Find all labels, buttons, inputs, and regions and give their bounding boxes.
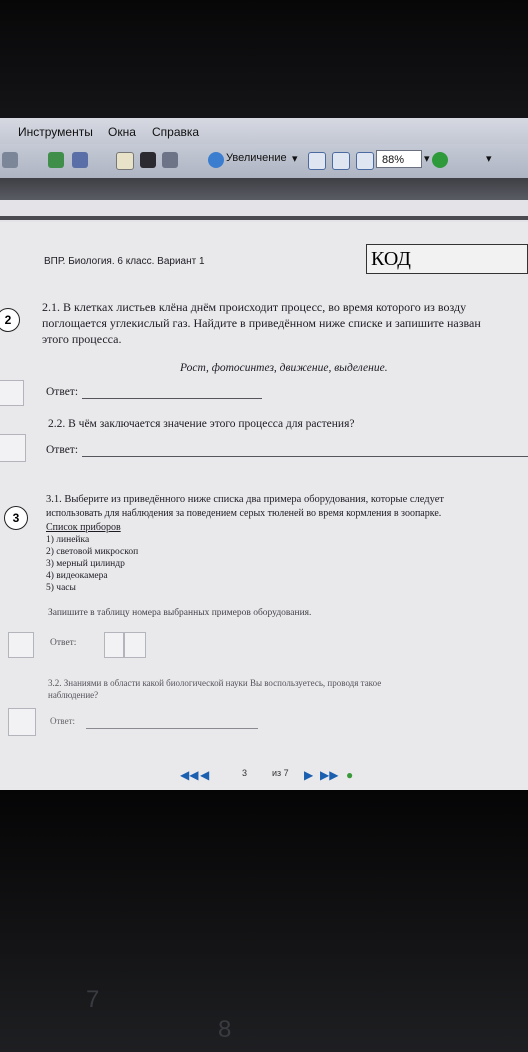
zoom-dropdown-icon[interactable]: ▾ — [424, 153, 430, 165]
task-number-badge: 2 — [0, 308, 20, 332]
list-item: 1) линейка — [46, 535, 90, 545]
question-text: поглощается углекислый газ. Найдите в приведённом ниже списке и запишите назван — [42, 316, 481, 330]
menu-tools[interactable]: Инструменты — [18, 125, 93, 139]
score-box — [0, 434, 26, 462]
question-text: 2.2. В чём заключается значение этого процесса для растения? — [48, 418, 355, 430]
answer-cell[interactable] — [124, 632, 146, 658]
list-item: 2) световой микроскоп — [46, 547, 139, 557]
list-item: 3) мерный цилиндр — [46, 559, 125, 569]
list-item: 5) часы — [46, 583, 76, 593]
key-7-glyph: 7 — [86, 986, 100, 1013]
page-number[interactable]: 3 — [242, 768, 248, 778]
toolbar — [0, 144, 528, 179]
photo-dark-border-top — [0, 0, 528, 122]
list-title: Список приборов — [46, 522, 121, 533]
hand-tool-icon[interactable] — [116, 152, 134, 170]
answer-line[interactable] — [82, 456, 528, 457]
answer-label: Ответ: — [46, 386, 79, 398]
zoom-in-icon[interactable] — [208, 152, 224, 168]
fit-page-icon[interactable] — [332, 152, 350, 170]
answer-cell[interactable] — [104, 632, 124, 658]
question-text: этого процесса. — [42, 332, 122, 346]
first-page-icon[interactable]: ◀◀ — [180, 768, 199, 782]
task-number-badge: 3 — [4, 506, 28, 530]
camera-icon[interactable] — [140, 152, 156, 168]
instruction-text: Запишите в таблицу номера выбранных примеров оборудования. — [48, 608, 312, 618]
zoom-label[interactable]: Увеличение — [226, 152, 287, 164]
page-count: из 7 — [272, 768, 289, 778]
menu-help[interactable]: Справка — [152, 125, 200, 139]
zoom-out-icon[interactable] — [432, 152, 448, 168]
code-field: КОД — [366, 244, 528, 274]
score-box — [8, 632, 34, 658]
actual-size-icon[interactable] — [308, 152, 326, 170]
dropdown-arrow-icon[interactable] — [2, 152, 18, 168]
score-box — [0, 380, 24, 406]
refresh-icon[interactable]: ● — [346, 768, 354, 782]
divider — [0, 216, 528, 220]
page-title: ВПР. Биология. 6 класс. Вариант 1 — [44, 256, 205, 267]
score-box — [8, 708, 36, 736]
question-text: наблюдение? — [48, 690, 99, 700]
previous-page-icon[interactable]: ◀ — [200, 768, 210, 782]
answer-line[interactable] — [82, 398, 262, 399]
menu-windows[interactable]: Окна — [108, 125, 136, 139]
laptop-keyboard-area — [0, 790, 528, 1052]
document-area-border — [0, 178, 528, 200]
question-text: использовать для наблюдения за поведением серых тюленей во время кормления в зоопарке. — [46, 508, 442, 519]
answer-label: Ответ: — [50, 716, 76, 726]
last-page-icon[interactable]: ▶▶ — [320, 768, 339, 782]
chevron-down-icon[interactable]: ▾ — [292, 153, 298, 165]
fit-width-icon[interactable] — [356, 152, 374, 170]
monitor-screen — [0, 118, 528, 790]
text-tool-icon[interactable] — [72, 152, 88, 168]
options-text: Рост, фотосинтез, движение, выделение. — [180, 362, 388, 374]
key-8-glyph: 8 — [218, 1016, 232, 1043]
question-text: 3.2. Знаниями в области какой биологической науки Вы воспользуетесь, проводя такое — [48, 678, 382, 688]
question-text: 2.1. В клетках листьев клёна днём происходит процесс, во время которого из возду — [42, 300, 467, 314]
question-text: 3.1. Выберите из приведённого ниже списка два примера оборудования, которые следует — [46, 494, 444, 505]
toolbar-menu-icon[interactable]: ▾ — [486, 153, 492, 165]
text-select-icon[interactable] — [162, 152, 178, 168]
zoom-value-field[interactable]: 88% — [376, 150, 422, 168]
next-page-icon[interactable]: ▶ — [304, 768, 314, 782]
answer-line[interactable] — [86, 728, 258, 729]
menu-bar — [0, 118, 528, 144]
answer-label: Ответ: — [46, 444, 79, 456]
list-item: 4) видеокамера — [46, 571, 108, 581]
select-tool-icon[interactable] — [48, 152, 64, 168]
document-page — [0, 222, 528, 790]
answer-label: Ответ: — [50, 638, 77, 648]
